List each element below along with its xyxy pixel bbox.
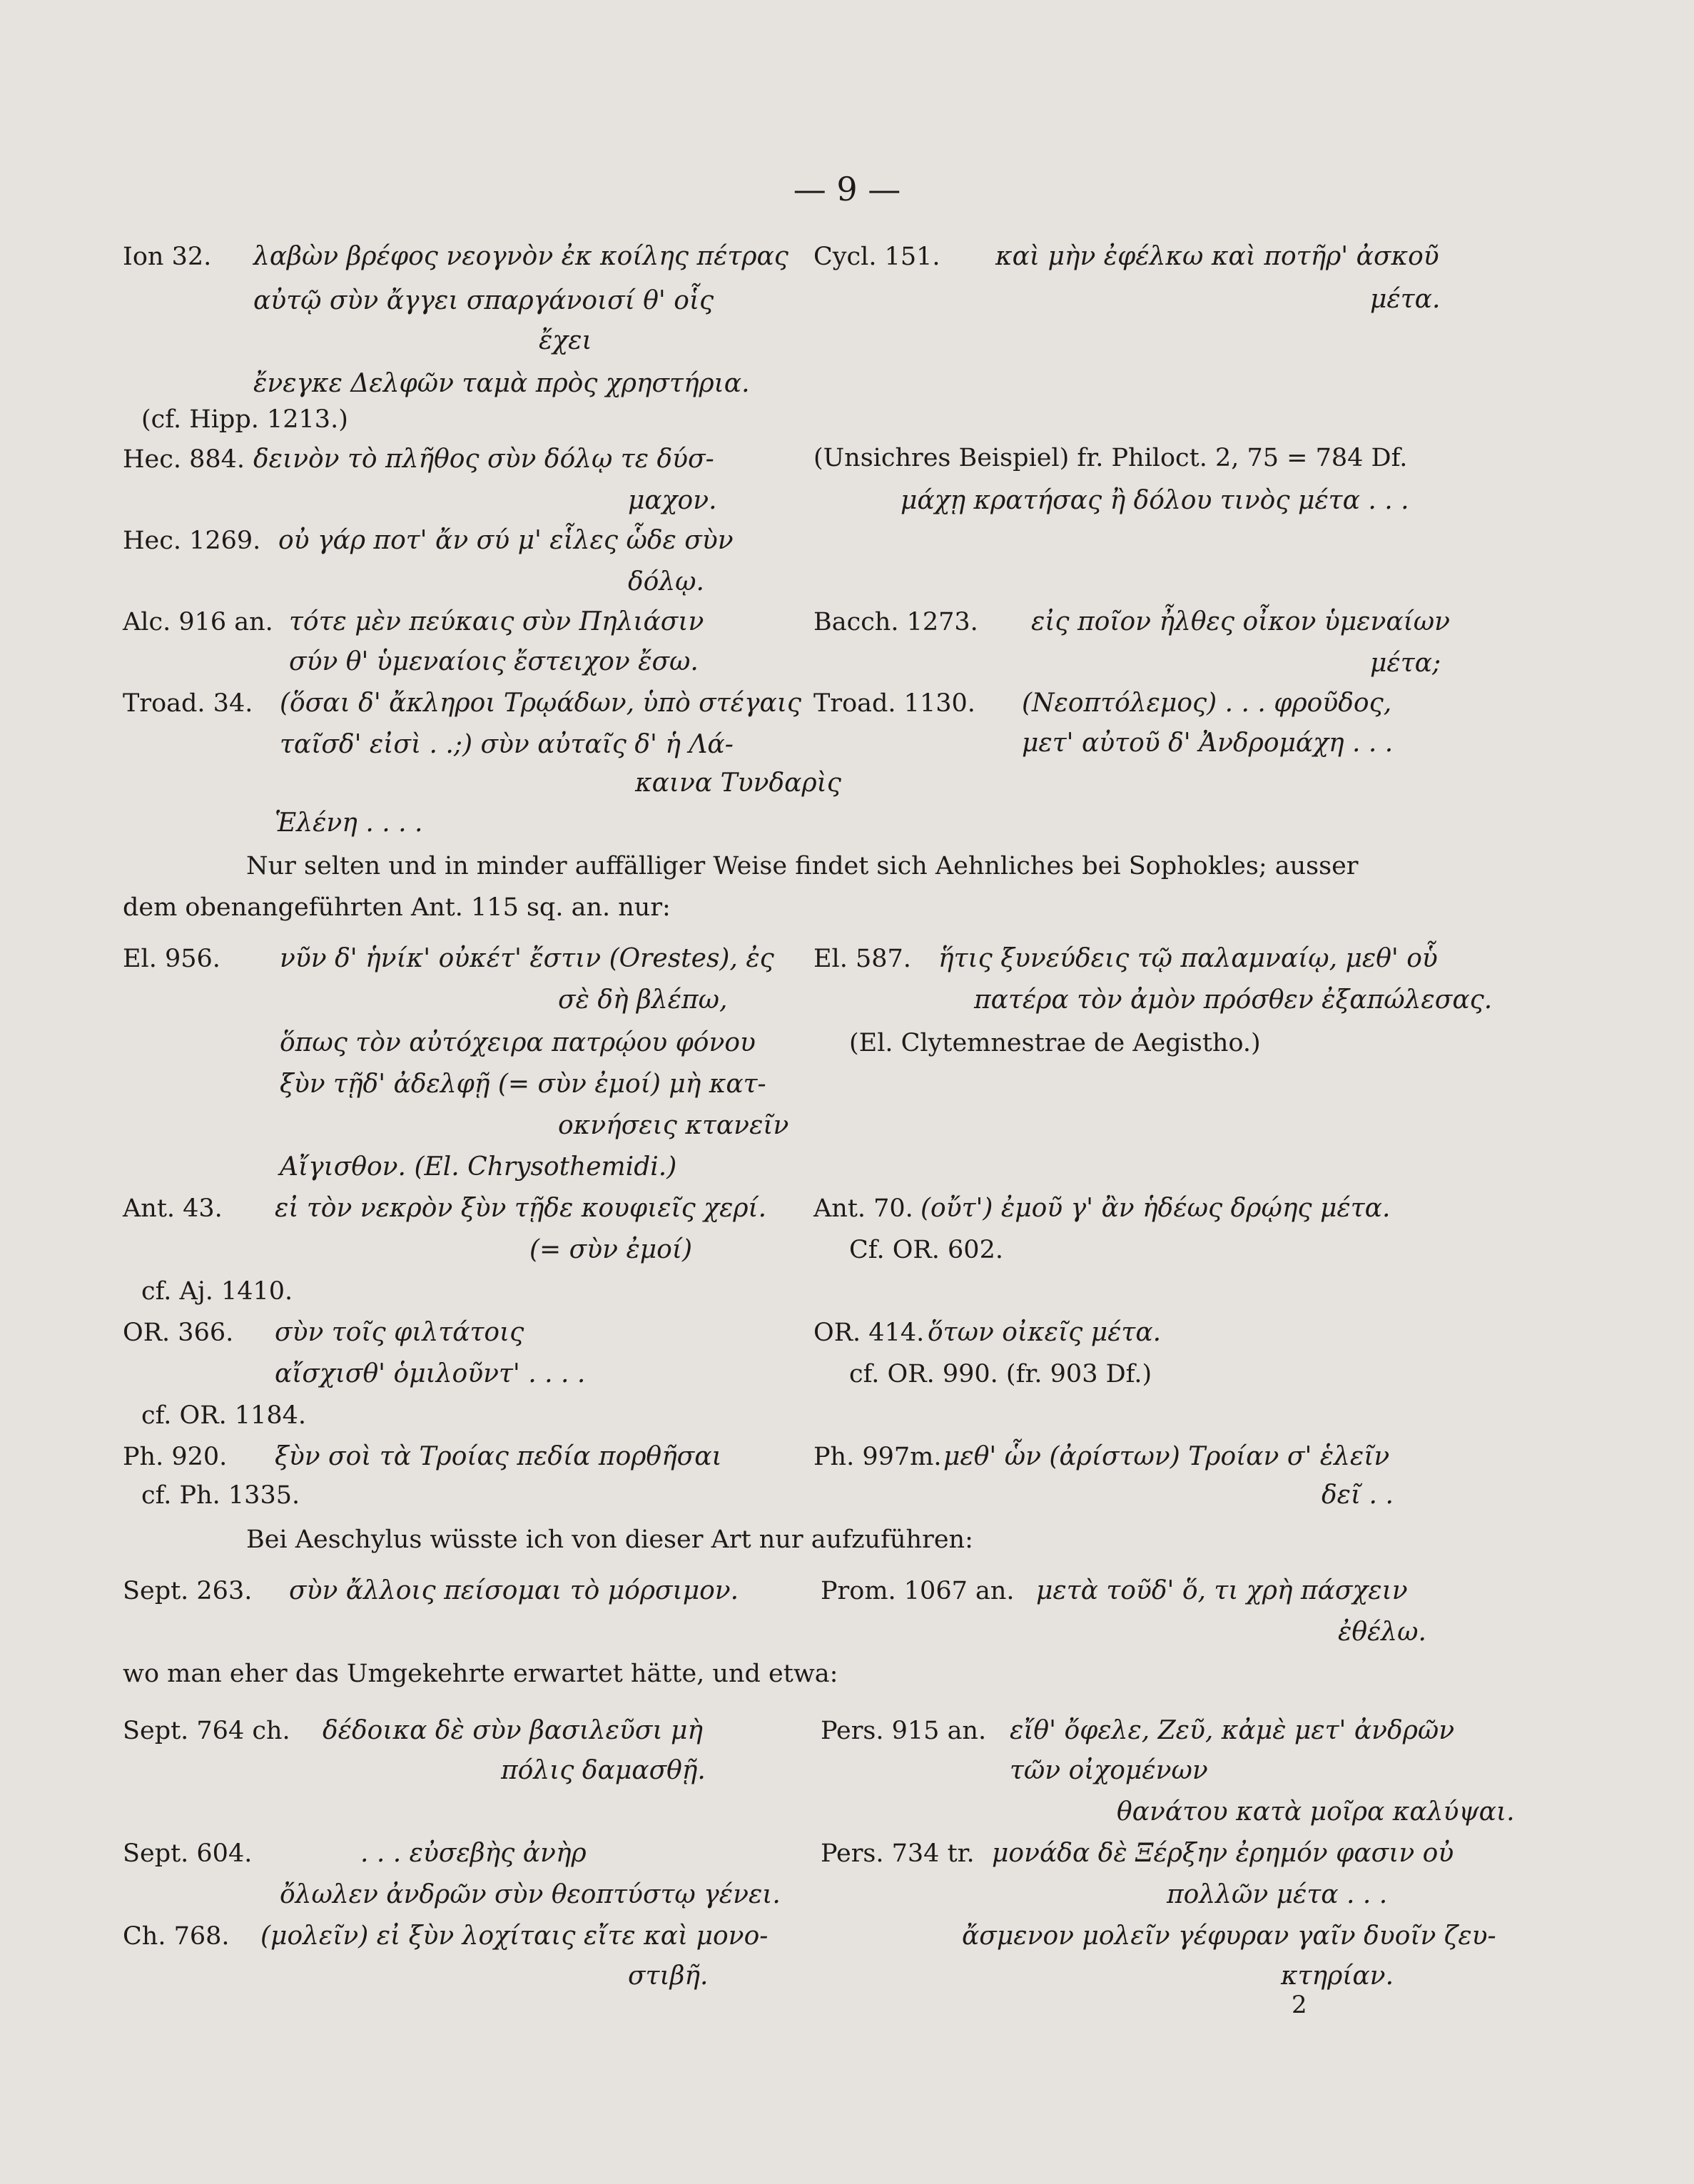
greek-quote-line: δόλῳ. bbox=[628, 567, 704, 596]
reference-line: cf. Aj. 1410. bbox=[141, 1277, 293, 1306]
reference-line: (El. Clytemnestrae de Aegistho.) bbox=[849, 1029, 1261, 1057]
greek-quote-line: αἴσχισθ' ὁμιλοῦντ' . . . . bbox=[275, 1359, 586, 1388]
page-number: — 9 — bbox=[793, 170, 901, 208]
greek-quote-line: . . . εὐσεβὴς ἀνὴρ bbox=[360, 1839, 587, 1868]
reference-line: Ch. 768. bbox=[123, 1922, 230, 1951]
greek-quote-line: σὺν ἄλλοις πείσομαι τὸ μόρσιμον. bbox=[289, 1576, 739, 1605]
reference-line: Ph. 997m. bbox=[813, 1443, 942, 1471]
greek-quote-line: λαβὼν βρέφος νεογνὸν ἐκ κοίλης πέτρας bbox=[253, 242, 788, 271]
reference-line: (Unsichres Beispiel) fr. Philoct. 2, 75 = 784 Df. bbox=[813, 444, 1408, 472]
reference-line: Hec. 1269. bbox=[123, 527, 261, 555]
reference-line: OR. 366. bbox=[123, 1319, 234, 1347]
reference-line: Hec. 884. bbox=[123, 445, 245, 474]
reference-line: cf. OR. 990. (fr. 903 Df.) bbox=[849, 1360, 1152, 1388]
reference-line: Sept. 604. bbox=[123, 1839, 253, 1868]
greek-quote-line: εἰ τὸν νεκρὸν ξὺν τῇδε κουφιεῖς χερί. bbox=[275, 1194, 767, 1223]
reference-line: Cycl. 151. bbox=[813, 243, 940, 271]
reference-line: OR. 414. bbox=[813, 1319, 925, 1347]
greek-quote-line: εἴθ' ὄφελε, Ζεῦ, κἀμὲ μετ' ἀνδρῶν bbox=[1010, 1716, 1455, 1745]
greek-quote-line: αὐτῷ σὺν ἄγγει σπαργάνοισί θ' οἷς bbox=[253, 286, 714, 315]
greek-quote-line: θανάτου κατὰ μοῖρα καλύψαι. bbox=[1117, 1797, 1515, 1827]
greek-quote-line: (οὔτ') ἐμοῦ γ' ἂν ἡδέως δρῴης μέτα. bbox=[920, 1194, 1391, 1223]
greek-quote-line: ἥτις ξυνεύδεις τῷ παλαμναίῳ, μεθ' οὗ bbox=[938, 944, 1438, 973]
greek-quote-line: καὶ μὴν ἐφέλκω καὶ ποτῆρ' ἀσκοῦ bbox=[995, 242, 1439, 271]
greek-quote-line: στιβῆ. bbox=[628, 1961, 709, 1991]
greek-quote-line: μετ' αὐτοῦ δ' Ἀνδρομάχη . . . bbox=[1022, 728, 1394, 758]
reference-line: Alc. 916 an. bbox=[123, 608, 273, 636]
greek-quote-line: πατέρα τὸν ἀμὸν πρόσθεν ἐξαπώλεσας. bbox=[974, 985, 1493, 1015]
greek-quote-line: μονάδα δὲ Ξέρξην ἐρημόν φασιν οὐ bbox=[992, 1839, 1454, 1868]
greek-quote-line: δεινὸν τὸ πλῆθος σὺν δόλῳ τε δύσ- bbox=[253, 445, 714, 474]
reference-line: wo man eher das Umgekehrte erwartet hätte, und etwa: bbox=[123, 1660, 838, 1688]
reference-line: Pers. 734 tr. bbox=[821, 1839, 975, 1868]
greek-quote-line: Αἴγισθον. (El. Chrysothemidi.) bbox=[280, 1152, 677, 1182]
reference-line: Troad. 1130. bbox=[813, 689, 975, 718]
greek-quote-line: δέδοικα δὲ σὺν βασιλεῦσι μὴ bbox=[323, 1716, 703, 1745]
greek-quote-line: δεῖ . . bbox=[1322, 1480, 1394, 1510]
greek-quote-line: καινα Τυνδαρὶς bbox=[635, 768, 841, 798]
greek-quote-line: ὅτων οἰκεῖς μέτα. bbox=[928, 1318, 1162, 1347]
greek-quote-line: ταῖσδ' εἰσὶ . .;) σὺν αὐταῖς δ' ἡ Λά- bbox=[280, 730, 734, 759]
signature-mark: 2 bbox=[1292, 1991, 1307, 2019]
greek-quote-line: ὅπως τὸν αὐτόχειρα πατρῴου φόνου bbox=[280, 1028, 756, 1057]
reference-line: Sept. 764 ch. bbox=[123, 1717, 290, 1745]
greek-quote-line: ἔνεγκε Δελφῶν ταμὰ πρὸς χρηστήρια. bbox=[253, 369, 750, 398]
greek-quote-line: ἄσμενον μολεῖν γέφυραν γαῖν δυοῖν ζευ- bbox=[962, 1921, 1496, 1951]
reference-line: Sept. 263. bbox=[123, 1577, 253, 1605]
greek-quote-line: σύν θ' ὑμεναίοις ἔστειχον ἔσω. bbox=[289, 647, 699, 676]
greek-quote-line: μάχῃ κρατήσας ἢ δόλου τινὸς μέτα . . . bbox=[901, 486, 1409, 515]
reference-line: Ant. 70. bbox=[813, 1194, 913, 1223]
reference-line: Prom. 1067 an. bbox=[821, 1577, 1015, 1605]
greek-quote-line: μαχον. bbox=[628, 486, 717, 515]
reference-line: Troad. 34. bbox=[123, 689, 253, 718]
greek-quote-line: ἔχει bbox=[539, 326, 592, 355]
reference-line: El. 956. bbox=[123, 945, 220, 973]
reference-line: Ion 32. bbox=[123, 243, 212, 271]
greek-quote-line: (Νεοπτόλεμος) . . . φροῦδος, bbox=[1022, 689, 1392, 718]
reference-line: Bacch. 1273. bbox=[813, 608, 978, 636]
reference-line: (cf. Hipp. 1213.) bbox=[141, 405, 348, 434]
greek-quote-line: μέτα; bbox=[1370, 649, 1441, 678]
reference-line: Ph. 920. bbox=[123, 1443, 228, 1471]
greek-quote-line: οὐ γάρ ποτ' ἄν σύ μ' εἷλες ὧδε σὺν bbox=[278, 526, 734, 555]
greek-quote-line: οκνήσεις κτανεῖν bbox=[558, 1111, 789, 1140]
greek-quote-line: εἰς ποῖον ἦλθες οἶκον ὑμεναίων bbox=[1031, 607, 1451, 636]
greek-quote-line: τότε μὲν πεύκαις σὺν Πηλιάσιν bbox=[289, 607, 704, 636]
greek-quote-line: (μολεῖν) εἰ ξὺν λοχίταις εἴτε καὶ μονο- bbox=[260, 1921, 769, 1951]
greek-quote-line: σὲ δὴ βλέπω, bbox=[558, 985, 728, 1015]
greek-quote-line: ξὺν σοὶ τὰ Τροίας πεδία πορθῆσαι bbox=[275, 1442, 722, 1471]
reference-line: Nur selten und in minder auffälliger Weise findet sich Aehnliches bei Sophokles; ausser bbox=[246, 852, 1359, 880]
greek-quote-line: μέτα. bbox=[1370, 285, 1441, 314]
greek-quote-line: ἐθέλω. bbox=[1338, 1617, 1426, 1647]
greek-quote-line: ξὺν τῇδ' ἀδελφῇ (= σὺν ἐμοί) μὴ κατ- bbox=[280, 1070, 766, 1099]
reference-line: Ant. 43. bbox=[123, 1194, 223, 1223]
greek-quote-line: νῦν δ' ἡνίκ' οὐκέτ' ἔστιν (Orestes), ἐς bbox=[280, 944, 774, 973]
greek-quote-line: πόλις δαμασθῇ. bbox=[501, 1756, 706, 1785]
reference-line: dem obenangeführten Ant. 115 sq. an. nur: bbox=[123, 893, 671, 922]
greek-quote-line: πολλῶν μέτα . . . bbox=[1167, 1880, 1388, 1909]
greek-quote-line: (= σὺν ἐμοί) bbox=[529, 1235, 692, 1264]
reference-line: Bei Aeschylus wüsste ich von dieser Art nur aufzuführen: bbox=[246, 1525, 973, 1554]
greek-quote-line: τῶν οἰχομένων bbox=[1010, 1756, 1208, 1785]
greek-quote-line: κτηρίαν. bbox=[1281, 1961, 1394, 1991]
reference-line: El. 587. bbox=[813, 945, 911, 973]
greek-quote-line: μεθ' ὧν (ἀρίστων) Τροίαν σ' ἑλεῖν bbox=[943, 1442, 1390, 1471]
reference-line: Pers. 915 an. bbox=[821, 1717, 987, 1745]
greek-quote-line: σὺν τοῖς φιλτάτοις bbox=[275, 1318, 524, 1347]
reference-line: cf. OR. 1184. bbox=[141, 1401, 307, 1430]
greek-quote-line: Ἑλένη . . . . bbox=[275, 808, 423, 838]
greek-quote-line: μετὰ τοῦδ' ὅ, τι χρὴ πάσχειν bbox=[1036, 1576, 1408, 1605]
greek-quote-line: ὄλωλεν ἀνδρῶν σὺν θεοπτύστῳ γένει. bbox=[280, 1880, 781, 1909]
reference-line: cf. Ph. 1335. bbox=[141, 1481, 300, 1510]
reference-line: Cf. OR. 602. bbox=[849, 1236, 1003, 1264]
greek-quote-line: (ὅσαι δ' ἄκληροι Τρῳάδων, ὑπὸ στέγαις bbox=[280, 689, 802, 718]
